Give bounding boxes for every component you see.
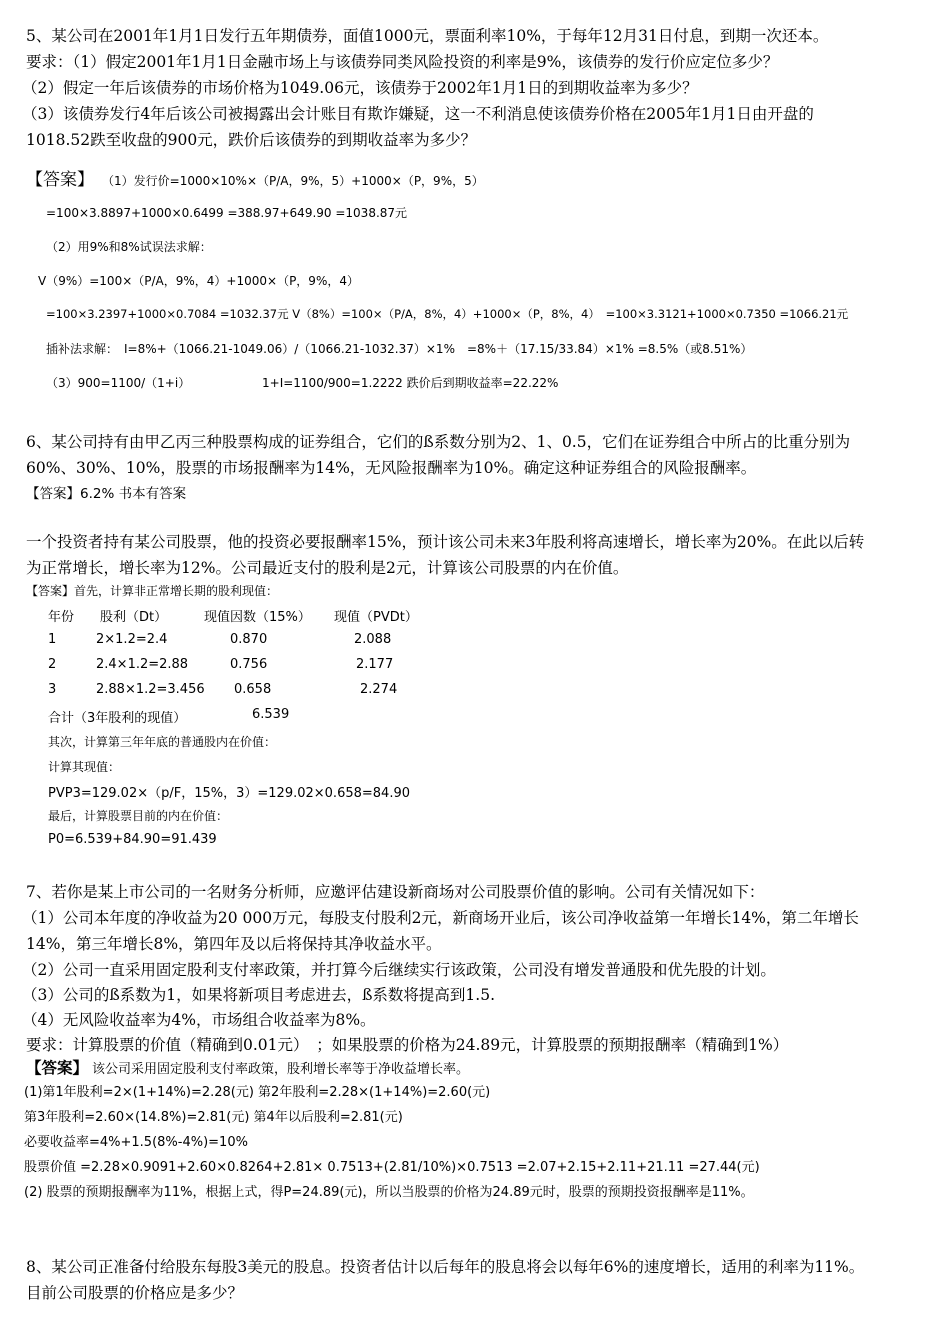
table-total-row [0, 707, 950, 727]
q7-answer-line-4: 股票价值 =2.28×0.9091+2.60×0.8264+2.81× 0.7513+(2.81/10%)×0.7513 =2.07+2.15+2.11+21.11 =27.44(元) [24, 1160, 760, 1175]
q5-line-2: 要求：（1）假定2001年1月1日金融市场上与该债券同类风险投资的利率是9%，该债券的发行价应定位多少？ [26, 53, 779, 71]
table-cell-factor: 0.870 [230, 632, 268, 647]
table-header-year: 年份 [48, 610, 75, 625]
q7-line-1: 7、若你是某上市公司的一名财务分析师，应邀评估建设新商场对公司股票价值的影响。公司有关情况如下： [26, 883, 765, 901]
q5-answer-line-4: V（9%）=100×（P/A，9%，4）+1000×（P，9%，4） [38, 274, 359, 288]
q5-answer-line-2: =100×3.8897+1000×0.6499 =388.97+649.90 =1038.87元 [46, 206, 408, 220]
q7-answer-line-1: (1)第1年股利=2×(1+14%)=2.28(元) 第2年股利=2.28×(1+14%)=2.60(元) [24, 1085, 491, 1100]
q7-answer-label: 【答案】 [26, 1058, 89, 1077]
q8-line-2: 目前公司股票的价格应是多少？ [26, 1284, 244, 1302]
q5-answer-line-7b: 1+I=1100/900=1.2222 跌价后到期收益率=22.22% [262, 376, 559, 390]
q7-answer-text: 该公司采用固定股利支付率政策，股利增长率等于净收益增长率。 [92, 1062, 470, 1077]
table-row [0, 682, 950, 702]
q8-line-1: 8、某公司正准备付给股东每股3美元的股息。投资者估计以后每年的股息将会以每年6%的速度增长，适用的利率为11%。 [26, 1258, 865, 1276]
table-header-dividend: 股利（Dt） [100, 610, 168, 625]
q5-answer-row-1 [26, 165, 484, 190]
growth-table-header [0, 606, 950, 626]
q7-line-4: （2）公司一直采用固定股利支付率政策，并打算今后继续实行该政策，公司没有增发普通股和优先股的计划。 [22, 961, 776, 979]
q7-answer-line-3: 必要收益率=4%+1.5(8%-4%)=10% [24, 1135, 248, 1150]
table-total-value: 6.539 [252, 707, 290, 722]
growth-p0: P0=6.539+84.90=91.439 [48, 832, 217, 847]
table-cell-dividend: 2.4×1.2=2.88 [96, 657, 189, 672]
growth-step-2: 其次，计算第三年年底的普通股内在价值： [48, 735, 277, 749]
table-cell-factor: 0.756 [230, 657, 268, 672]
q5-answer-label: 【答案】 [26, 170, 94, 190]
q7-answer-row [26, 1056, 469, 1078]
growth-step-4: 最后，计算股票目前的内在价值： [48, 809, 229, 823]
q5-answer-line-1: （1）发行价=1000×10%×（P/A，9%，5）+1000×（P，9%，5） [102, 174, 484, 188]
q5-answer-line-3: （2）用9%和8%试误法求解： [46, 240, 212, 254]
q5-line-4: （3）该债券发行4年后该公司被揭露出会计账目有欺诈嫌疑，这一不利消息使该债券价格在2005年1月1日由开盘的 [22, 105, 814, 123]
table-header-factor: 现值因数（15%） [204, 610, 311, 625]
q7-line-5: （3）公司的ß系数为1，如果将新项目考虑进去，ß系数将提高到1.5. [22, 986, 496, 1004]
table-cell-factor: 0.658 [234, 682, 272, 697]
q5-line-5: 1018.52跌至收盘的900元，跌价后该债券的到期收益率为多少？ [26, 131, 477, 149]
table-cell-dividend: 2.88×1.2=3.456 [96, 682, 205, 697]
q6-line-2: 60%、30%、10%，股票的市场报酬率为14%，无风险报酬率为10%。确定这种证券组合的风险报酬率。 [26, 459, 757, 477]
growth-line-1: 一个投资者持有某公司股票，他的投资必要报酬率15%，预计该公司未来3年股利将高速增长，增长率为20%。在此以后转 [26, 533, 865, 551]
growth-pvp3: PVP3=129.02×（p/F，15%，3）=129.02×0.658=84.90 [48, 786, 410, 801]
q7-line-3: 14%，第三年增长8%，第四年及以后将保持其净收益水平。 [26, 935, 442, 953]
table-cell-year: 2 [48, 657, 57, 672]
q5-answer-line-7a: （3）900=1100/（1+i） [46, 376, 191, 390]
table-row [0, 657, 950, 677]
q5-answer-line-5: =100×3.2397+1000×0.7084 =1032.37元 V（8%）=100×（P/A，8%，4）+1000×（P，8%，4） =100×3.3121+1000×0.7350 =1066.21元 [46, 307, 849, 321]
q7-answer-line-2: 第3年股利=2.60×(14.8%)=2.81(元) 第4年以后股利=2.81(元) [24, 1110, 403, 1125]
table-cell-dividend: 2×1.2=2.4 [96, 632, 168, 647]
q5-answer-line-6: 插补法求解： I=8%+（1066.21-1049.06）/（1066.21-1032.37）×1% =8%＋（17.15/33.84）×1% =8.5%（或8.51%） [46, 342, 753, 356]
q6-answer: 【答案】6.2% 书本有答案 [26, 486, 187, 502]
growth-line-2: 为正常增长，增长率为12%。公司最近支付的股利是2元，计算该公司股票的内在价值。 [26, 559, 629, 577]
table-cell-pv: 2.088 [354, 632, 392, 647]
table-total-label: 合计（3年股利的现值） [48, 711, 187, 726]
table-header-pv: 现值（PVDt） [334, 610, 418, 625]
table-cell-year: 3 [48, 682, 57, 697]
table-cell-pv: 2.177 [356, 657, 394, 672]
q5-line-1: 5、某公司在2001年1月1日发行五年期债券，面值1000元，票面利率10%，于每年12月31日付息，到期一次还本。 [26, 27, 829, 45]
growth-step-3: 计算其现值： [48, 760, 121, 774]
q7-line-2: （1）公司本年度的净收益为20 000万元，每股支付股利2元，新商场开业后，该公司净收益第一年增长14%，第二年增长 [22, 909, 859, 927]
q6-line-1: 6、某公司持有由甲乙丙三种股票构成的证券组合，它们的ß系数分别为2、1、0.5，它们在证券组合中所占的比重分别为 [26, 433, 851, 451]
table-cell-pv: 2.274 [360, 682, 398, 697]
q7-line-6: （4）无风险收益率为4%，市场组合收益率为8%。 [22, 1011, 376, 1029]
q7-line-7: 要求：计算股票的价值（精确到0.01元） ；如果股票的价格为24.89元，计算股票的预期报酬率（精确到1%） [26, 1036, 789, 1054]
table-cell-year: 1 [48, 632, 57, 647]
q7-answer-line-5: (2) 股票的预期报酬率为11%，根据上式，得P=24.89(元)，所以当股票的价格为24.89元时，股票的预期投资报酬率是11%。 [24, 1185, 754, 1200]
q5-line-3: （2）假定一年后该债券的市场价格为1049.06元，该债券于2002年1月1日的到期收益率为多少？ [22, 79, 698, 97]
table-row [0, 632, 950, 652]
growth-answer-intro: 【答案】首先，计算非正常增长期的股利现值： [26, 584, 279, 598]
